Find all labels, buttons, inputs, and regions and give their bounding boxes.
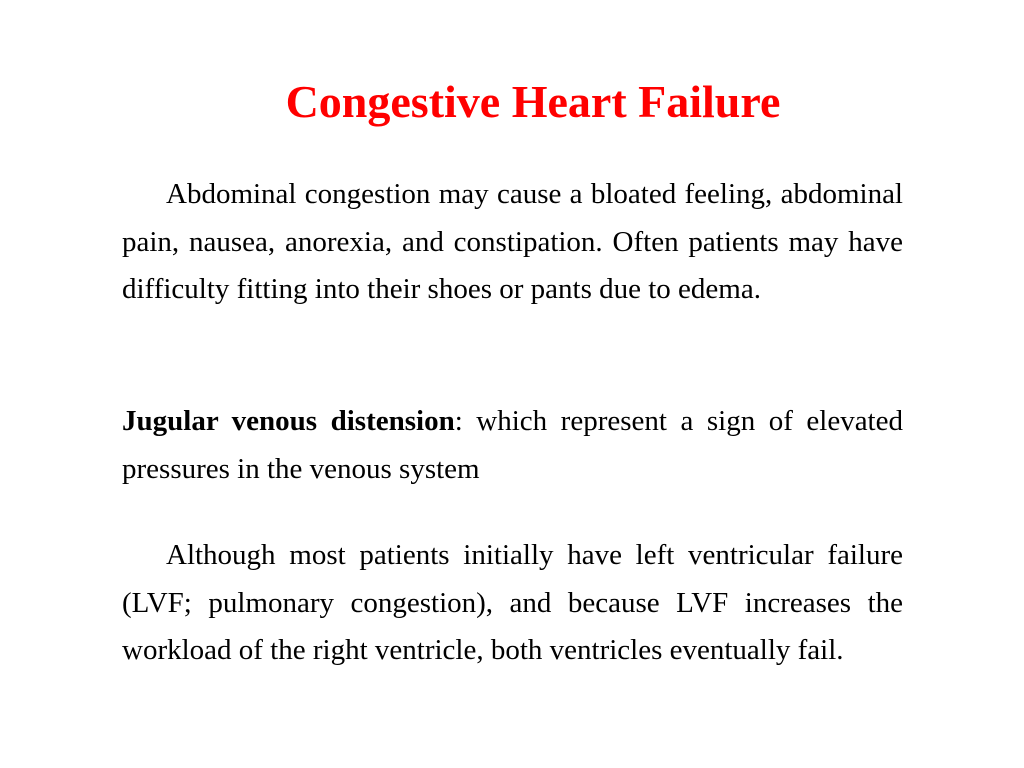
paragraph-abdominal-congestion: Abdominal congestion may cause a bloated feeling, abdominal pain, nausea, anorexia, and constipation. Often patients may have difficulty fitting into their shoes or pants due to edema. xyxy=(122,178,903,305)
jvd-definition: which represent a sign of elevated pressures in the venous system xyxy=(122,405,903,485)
jvd-term: Jugular venous distension xyxy=(122,405,455,437)
jvd-separator: : xyxy=(454,405,463,437)
paragraph-ventricular-failure: Although most patients initially have left ventricular failure (LVF; pulmonary congestion), and because LVF increases the workload of the right ventricle, both ventricles eventually fail. xyxy=(122,539,903,666)
paragraph-jugular-venous-distension xyxy=(122,398,903,493)
slide-title: Congestive Heart Failure xyxy=(285,76,781,127)
